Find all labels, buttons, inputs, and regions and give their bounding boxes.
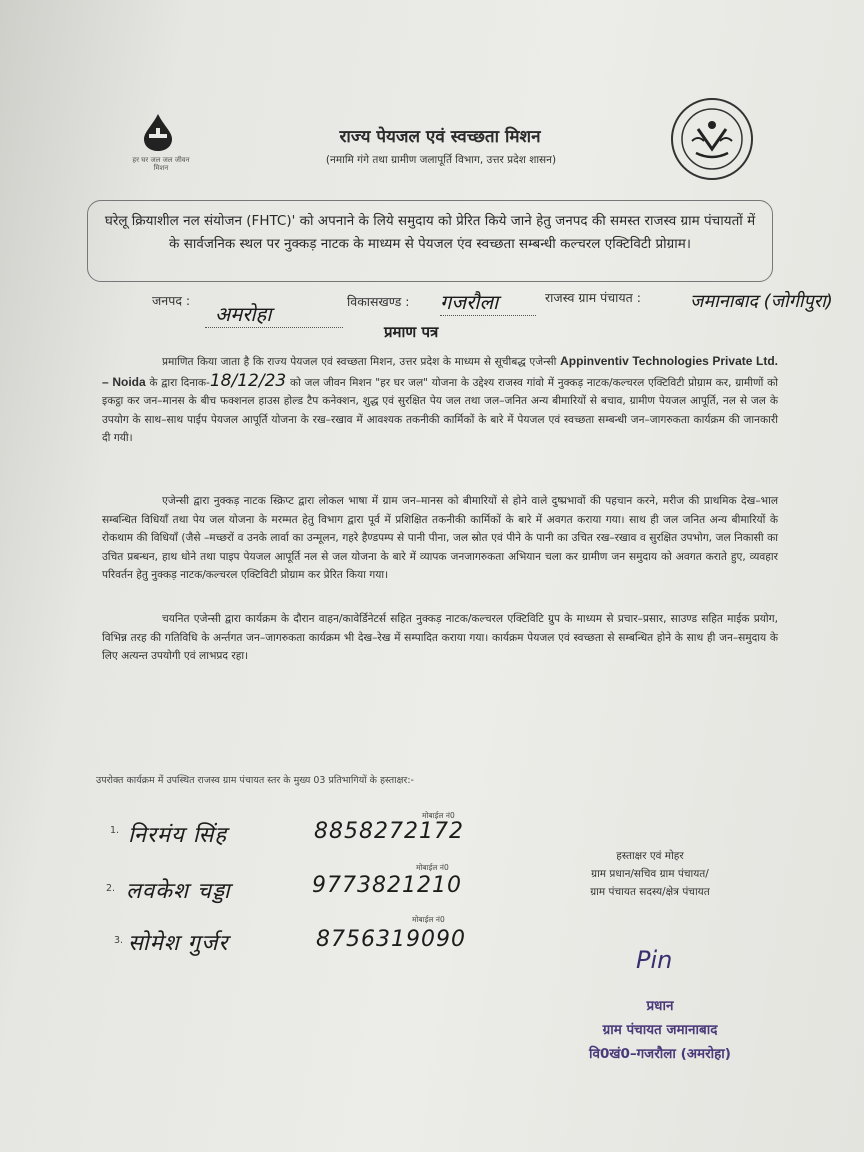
participant-list bbox=[96, 811, 536, 977]
stamp-line-1: प्रधान bbox=[646, 998, 674, 1014]
signatory-line-1: हस्ताक्षर एवं मोहर bbox=[616, 850, 684, 862]
certificate-title: प्रमाण पत्र bbox=[384, 323, 439, 341]
jal-jeevan-mission-logo bbox=[126, 112, 196, 182]
mobile-label: मोबाईल नं0 bbox=[422, 811, 455, 820]
water-drop-icon bbox=[140, 112, 176, 152]
district-label: जनपद : bbox=[152, 293, 191, 308]
district-value: अमरोहा bbox=[205, 300, 343, 328]
p2-text: एजेन्सी द्वारा नुक्कड़ नाटक स्क्रिप्ट द्वारा लोकल भाषा में ग्राम जन–मानस को बीमारियों से होने वाले दुष्प्रभावों की पहचान करने, मरीज की प्राथमिक देख–भाल सम्बन्धित विधियाँ तथा पेय जल योजना के मरम्मत हेतु विभाग द्वारा पूर्व में प्रशिक्षित तकनीकी कार्मिकों के बारे में अवगत कराया गया। साथ ही जल जनित अन्य बीमारियों के रोकथाम की विधियाँ (जैसे –मच्छरों व उनके लार्वा का उन्मूलन, गहरे हैण्डपम्प से पानी पीना, जल स्रोत एवं पीने के पानी का उचित रख–रखाव व सुरक्षित उपभोग, जल निकासी का उचित प्रबन्धन, हाथ धोने तथा पाइप पेयजल आपूर्ति नल से जल योजना के बारे में व्यापक जनजागरुकता अभियान चला कर ग्रामीण जन समुदाय को अवगत कराते हुए, व्यवहार परिवर्तन हेतु नुक्कड़ नाटक/कल्चरल एक्टिविटी प्रोग्राम कर प्रेरित किया गया। bbox=[102, 495, 778, 582]
pradhan-signature: Pin bbox=[636, 946, 673, 974]
participant-signature: लवकेश चड्डा bbox=[126, 879, 231, 904]
participant-mobile: 8756319090 bbox=[316, 927, 466, 952]
block-value: गजरौला bbox=[440, 288, 536, 316]
page-title: राज्य पेयजल एवं स्वच्छता मिशन bbox=[339, 127, 541, 147]
p1-text-c: को जल जीवन मिशन "हर घर जल" योजना के उद्देश्य राजस्व गांवो में नुक्कड़ नाटक/कल्चरल एक्टिविटी प्रोग्राम कर, ग्रामीणों को इकट्ठा कर जन–मानस के बीच फक्शनल हाउस होल्ड टैप कनेक्शन, शुद्ध एवं सुरक्षित पेय जल तथा जल–जनित अन्य बीमारियों से बचाव, ग्रामीण पेयजल आपूर्ति, नल से जल के उपयोग के साथ–साथ पाईप पेयजल आपूर्ति योजना के रख–रखाव में आवश्यक तकनीकी कार्मिकों के बारे में पेयजल एवं स्वच्छता सम्बन्धी जन–जागरुकता कार्यक्रम की जानकारी दी गयी। bbox=[102, 376, 779, 445]
participants-intro: उपरोक्त कार्यक्रम में उपस्थित राजस्व ग्राम पंचायत स्तर के मुख्य 03 प्रतिभागियों के हस्ताक्षर:- bbox=[96, 775, 414, 786]
mobile-label: मोबाईल नं0 bbox=[416, 863, 449, 872]
village-label: राजस्व ग्राम पंचायत : bbox=[545, 290, 641, 305]
program-description-box bbox=[87, 200, 773, 282]
paragraph-1 bbox=[102, 352, 778, 448]
participant-mobile: 8858272172 bbox=[314, 819, 464, 844]
village-value: जमानाबाद (जोगीपुरा) bbox=[690, 291, 833, 312]
block-label: विकासखण्ड : bbox=[347, 294, 410, 309]
participant-number: 2. bbox=[106, 883, 116, 894]
p3-text: चयनित एजेन्सी द्वारा कार्यक्रम के दौरान वाहन/कावेर्डिनेटर्स सहित नुक्कड़ नाटक/कल्चरल एक्टिविटि ग्रुप के माध्यम से प्रचार–प्रसार, साउण्ड सहित माईक प्रयोग, विभिन्न तरह की गतिविधि के अर्न्तगत जन–जागरुकता कार्यक्रम भी देख–रेख में सम्पादित कराया गया। कार्यक्रम पेयजल एवं स्वच्छता से सम्बन्धित होने के साथ ही जन–समुदाय के लिए अत्यन्त उपयोगी एवं लाभप्रद रहा। bbox=[102, 613, 778, 663]
signatory-line-3: ग्राम पंचायत सदस्य/क्षेत्र पंचायत bbox=[590, 886, 710, 898]
participant-row bbox=[96, 811, 536, 869]
participant-number: 3. bbox=[114, 935, 124, 946]
p1-text-a: प्रमाणित किया जाता है कि राज्य पेयजल एवं स्वच्छता मिशन, उत्तर प्रदेश के माध्यम से सूचीबद्ध एजेन्सी bbox=[162, 356, 557, 368]
p1-text-b: के द्वारा दिनाक- bbox=[149, 376, 210, 389]
participant-signature: सोमेश गुर्जर bbox=[128, 931, 229, 956]
up-government-emblem bbox=[668, 95, 756, 183]
emblem-icon bbox=[668, 95, 756, 183]
stamp-line-3: वि0खं0–गजरौला (अमरोहा) bbox=[589, 1046, 731, 1062]
program-date: 18/12/23 bbox=[209, 370, 287, 391]
participant-row bbox=[96, 863, 536, 923]
participant-row bbox=[96, 915, 536, 977]
signatory-line-2: ग्राम प्रधान/सचिव ग्राम पंचायत/ bbox=[591, 868, 709, 880]
logo-tagline: हर घर जल जल जीवन मिशन bbox=[132, 156, 190, 172]
official-stamp bbox=[560, 994, 760, 1066]
signatory-designation bbox=[550, 847, 750, 901]
page-subtitle: (नमामि गंगे तथा ग्रामीण जलापूर्ति विभाग, उत्तर प्रदेश शासन) bbox=[325, 154, 557, 166]
participant-mobile: 9773821210 bbox=[312, 873, 462, 898]
agency-name: Appinventiv Technologies Private Ltd. – Noida bbox=[102, 354, 778, 389]
program-description: घरेलू क्रियाशील नल संयोजन (FHTC)' को अपनाने के लिये समुदाय को प्रेरित किये जाने हेतु जनपद की समस्त राजस्व ग्राम पंचायतों में के सार्वजनिक स्थल पर नुक्कड़ नाटक के माध्यम से पेयजल एंव स्वच्छता सम्बन्धी कल्चरल एक्टिविटी प्रोग्राम। bbox=[104, 213, 756, 252]
paragraph-3 bbox=[102, 610, 778, 666]
stamp-line-2: ग्राम पंचायत जमानाबाद bbox=[602, 1022, 718, 1038]
paragraph-2 bbox=[102, 492, 778, 585]
participant-number: 1. bbox=[110, 825, 120, 836]
participant-signature: निरमंय सिंह bbox=[128, 823, 228, 848]
mobile-label: मोबाईल नं0 bbox=[412, 915, 445, 924]
